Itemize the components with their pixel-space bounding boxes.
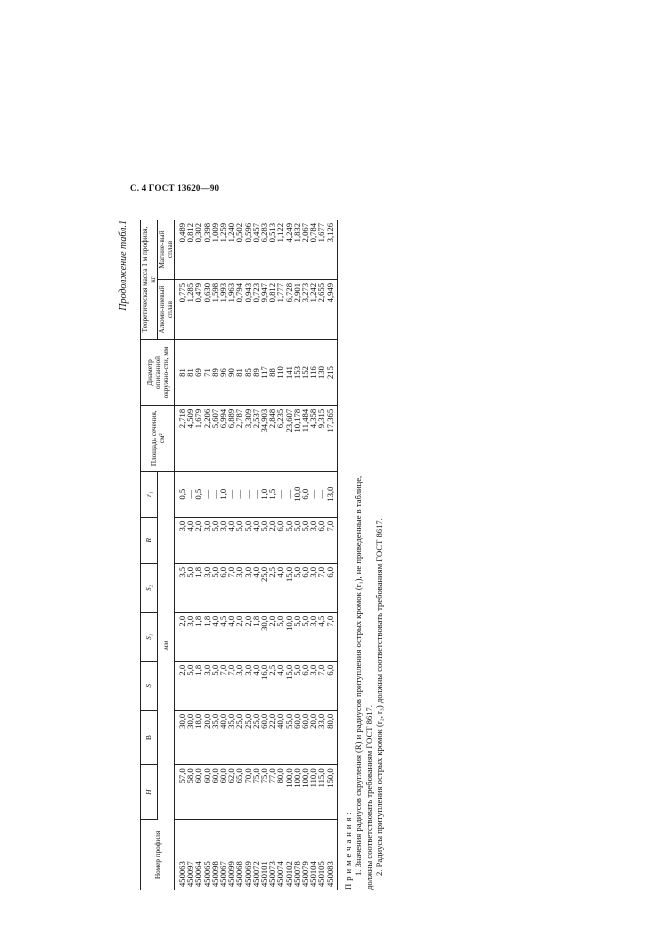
cell-d: 81 bbox=[175, 340, 187, 406]
cell-B: 25,0 bbox=[252, 710, 260, 765]
table-row bbox=[301, 220, 309, 890]
cell-S1: 2,0 bbox=[268, 612, 276, 661]
cell-B: 25,0 bbox=[235, 710, 243, 765]
cell-S: 4,0 bbox=[276, 661, 284, 710]
cell-R: 3,0 bbox=[219, 517, 227, 563]
cell-area: 34,903 bbox=[260, 405, 268, 471]
cell-R: 4,0 bbox=[252, 517, 260, 563]
cell-al: 4,949 bbox=[326, 280, 338, 340]
cell-mg: 0,502 bbox=[235, 220, 243, 280]
header-mass-al: Алюми-ниевый сплав bbox=[158, 280, 175, 340]
cell-al: 1,598 bbox=[211, 280, 219, 340]
cell-al: 9,947 bbox=[260, 280, 268, 340]
cell-area: 2,787 bbox=[235, 405, 243, 471]
cell-S1: 1,8 bbox=[203, 612, 211, 661]
table-row bbox=[219, 220, 227, 890]
table-row bbox=[326, 220, 338, 890]
table-row bbox=[244, 220, 252, 890]
cell-S: 2,5 bbox=[268, 661, 276, 710]
table-row bbox=[268, 220, 276, 890]
cell-al: 0,943 bbox=[244, 280, 252, 340]
cell-n: 450065 bbox=[201, 861, 212, 887]
continuation-label: Продолжение табл.1 bbox=[118, 220, 129, 311]
cell-area: 2,206 bbox=[203, 405, 211, 471]
note-1-continued: должны соответствовать требованиям ГОСТ 8617. bbox=[363, 705, 374, 890]
cell-d: 88 bbox=[268, 340, 276, 406]
cell-B: 60,0 bbox=[260, 710, 268, 765]
cell-B: 55,0 bbox=[285, 710, 293, 765]
table-row bbox=[260, 220, 268, 890]
cell-S1: 3,0 bbox=[309, 612, 317, 661]
cell-n: 450069 bbox=[242, 861, 253, 887]
cell-S2: 7,0 bbox=[227, 563, 235, 612]
cell-S1: 4,0 bbox=[227, 612, 235, 661]
table-row bbox=[252, 220, 260, 890]
cell-B: 30,0 bbox=[175, 710, 187, 765]
cell-B: 80,0 bbox=[326, 710, 338, 765]
cell-n: 450097 bbox=[185, 861, 196, 887]
cell-S1: 2,0 bbox=[175, 612, 187, 661]
cell-R: 4,0 bbox=[186, 517, 194, 563]
cell-mg: 0,513 bbox=[268, 220, 276, 280]
cell-n: 450067 bbox=[218, 861, 229, 887]
cell-mg: 0,812 bbox=[186, 220, 194, 280]
cell-area: 11,484 bbox=[301, 405, 309, 471]
cell-S1: 30,0 bbox=[260, 612, 268, 661]
cell-n: 450072 bbox=[250, 861, 261, 887]
cell-area: 3,309 bbox=[244, 405, 252, 471]
cell-S1: 4,5 bbox=[219, 612, 227, 661]
header-mass-mg: Магние-вый сплав bbox=[158, 220, 175, 280]
cell-B: 18,0 bbox=[194, 710, 202, 765]
table-row bbox=[235, 220, 243, 890]
cell-S2: 25,0 bbox=[260, 563, 268, 612]
cell-n: 450098 bbox=[209, 861, 220, 887]
cell-mg: 3,126 bbox=[326, 220, 338, 280]
cell-R: 3,0 bbox=[203, 517, 211, 563]
cell-area: 6,994 bbox=[219, 405, 227, 471]
header-S: S bbox=[141, 661, 158, 710]
cell-al: 2,655 bbox=[317, 280, 325, 340]
cell-area: 6,889 bbox=[227, 405, 235, 471]
cell-S: 3,0 bbox=[309, 661, 317, 710]
cell-H: 75,0 bbox=[252, 765, 260, 820]
cell-B: 35,0 bbox=[227, 710, 235, 765]
cell-d: 90 bbox=[227, 340, 235, 406]
cell-mg: 1,832 bbox=[293, 220, 301, 280]
cell-al: 2,901 bbox=[293, 280, 301, 340]
cell-r1: 0,5 bbox=[175, 471, 187, 517]
cell-S1: 10,0 bbox=[285, 612, 293, 661]
cell-S: 7,0 bbox=[317, 661, 325, 710]
cell-al: 0,812 bbox=[268, 280, 276, 340]
cell-n: 450079 bbox=[300, 861, 311, 887]
cell-S1: 1,8 bbox=[252, 612, 260, 661]
header-S1: S₁ bbox=[141, 612, 158, 661]
cell-S2: 6,0 bbox=[326, 563, 338, 612]
cell-H: 150,0 bbox=[326, 765, 338, 820]
cell-area: 17,365 bbox=[326, 405, 338, 471]
header-diameter: Диаметр описанной окружно-сти, мм bbox=[141, 340, 175, 406]
cell-mg: 1,240 bbox=[227, 220, 235, 280]
cell-S: 2,0 bbox=[175, 661, 187, 710]
cell-d: 117 bbox=[260, 340, 268, 406]
cell-area: 6,235 bbox=[276, 405, 284, 471]
notes-title: Примечания: bbox=[342, 809, 353, 890]
cell-H: 60,0 bbox=[219, 765, 227, 820]
cell-d: 69 bbox=[194, 340, 202, 406]
cell-n: 450064 bbox=[193, 861, 204, 887]
cell-S1: 1,8 bbox=[194, 612, 202, 661]
cell-al: 1,242 bbox=[309, 280, 317, 340]
cell-H: 60,0 bbox=[211, 765, 219, 820]
table-row bbox=[293, 220, 301, 890]
cell-S: 6,0 bbox=[301, 661, 309, 710]
cell-mg: 1,677 bbox=[317, 220, 325, 280]
cell-B: 60,0 bbox=[301, 710, 309, 765]
cell-B: 33,0 bbox=[317, 710, 325, 765]
cell-d: 96 bbox=[219, 340, 227, 406]
cell-mg: 1,122 bbox=[276, 220, 284, 280]
cell-S2: 6,0 bbox=[219, 563, 227, 612]
cell-al: 0,630 bbox=[203, 280, 211, 340]
cell-r1: 1,5 bbox=[268, 471, 276, 517]
cell-al: 0,775 bbox=[175, 280, 187, 340]
cell-R: 6,0 bbox=[317, 517, 325, 563]
cell-S1: 5,0 bbox=[276, 612, 284, 661]
cell-r1: — bbox=[227, 471, 235, 517]
cell-mg: 0,457 bbox=[252, 220, 260, 280]
cell-al: 1,777 bbox=[276, 280, 284, 340]
cell-d: 89 bbox=[211, 340, 219, 406]
cell-d: 153 bbox=[293, 340, 301, 406]
cell-R: 6,0 bbox=[276, 517, 284, 563]
cell-area: 1,679 bbox=[194, 405, 202, 471]
header-area: Площадь сечения, см² bbox=[141, 405, 175, 471]
cell-n: 450083 bbox=[326, 819, 338, 890]
cell-area: 9,315 bbox=[317, 405, 325, 471]
cell-H: 77,0 bbox=[268, 765, 276, 820]
cell-r1: — bbox=[309, 471, 317, 517]
cell-H: 100,0 bbox=[285, 765, 293, 820]
cell-d: 85 bbox=[244, 340, 252, 406]
cell-S2: 5,0 bbox=[186, 563, 194, 612]
cell-H: 110,0 bbox=[309, 765, 317, 820]
cell-S2: 7,0 bbox=[317, 563, 325, 612]
cell-r1: 6,0 bbox=[301, 471, 309, 517]
cell-S1: 2,0 bbox=[244, 612, 252, 661]
cell-d: 116 bbox=[309, 340, 317, 406]
cell-area: 4,358 bbox=[309, 405, 317, 471]
cell-H: 58,0 bbox=[186, 765, 194, 820]
cell-S: 3,0 bbox=[203, 661, 211, 710]
cell-S1: 4,0 bbox=[211, 612, 219, 661]
cell-d: 89 bbox=[252, 340, 260, 406]
cell-R: 5,0 bbox=[211, 517, 219, 563]
cell-n: 450068 bbox=[234, 861, 245, 887]
cell-S: 16,0 bbox=[260, 661, 268, 710]
cell-S: 3,0 bbox=[244, 661, 252, 710]
cell-S2: 3,5 bbox=[175, 563, 187, 612]
header-number: Номер профиля bbox=[141, 819, 175, 890]
cell-al: 1,285 bbox=[186, 280, 194, 340]
cell-r1: — bbox=[211, 471, 219, 517]
cell-H: 100,0 bbox=[293, 765, 301, 820]
cell-d: 130 bbox=[317, 340, 325, 406]
cell-R: 5,0 bbox=[285, 517, 293, 563]
cell-S1: 3,0 bbox=[186, 612, 194, 661]
rotated-table-block bbox=[118, 220, 480, 890]
cell-R: 5,0 bbox=[235, 517, 243, 563]
header-H: H bbox=[141, 765, 158, 820]
cell-H: 100,0 bbox=[301, 765, 309, 820]
cell-S1: 5,0 bbox=[293, 612, 301, 661]
cell-mg: 0,302 bbox=[194, 220, 202, 280]
cell-B: 30,0 bbox=[186, 710, 194, 765]
header-units: мм bbox=[158, 471, 175, 819]
page-header: С. 4 ГОСТ 13620—90 bbox=[130, 183, 220, 193]
cell-B: 60,0 bbox=[293, 710, 301, 765]
cell-B: 20,0 bbox=[309, 710, 317, 765]
cell-S: 7,0 bbox=[219, 661, 227, 710]
cell-S2: 4,0 bbox=[252, 563, 260, 612]
cell-d: 215 bbox=[326, 340, 338, 406]
cell-r1: 1,0 bbox=[260, 471, 268, 517]
cell-R: 4,0 bbox=[227, 517, 235, 563]
cell-area: 5,607 bbox=[211, 405, 219, 471]
cell-d: 152 bbox=[301, 340, 309, 406]
cell-H: 80,0 bbox=[276, 765, 284, 820]
cell-B: 35,0 bbox=[211, 710, 219, 765]
cell-r1: 10,0 bbox=[293, 471, 301, 517]
cell-r1: — bbox=[235, 471, 243, 517]
cell-H: 75,0 bbox=[260, 765, 268, 820]
cell-r1: 13,0 bbox=[326, 471, 338, 517]
cell-S: 1,8 bbox=[194, 661, 202, 710]
cell-al: 0,723 bbox=[252, 280, 260, 340]
cell-R: 3,0 bbox=[309, 517, 317, 563]
cell-r1: — bbox=[317, 471, 325, 517]
cell-S2: 6,0 bbox=[301, 563, 309, 612]
table-row bbox=[211, 220, 219, 890]
cell-S: 6,0 bbox=[326, 661, 338, 710]
cell-n: 450063 bbox=[177, 861, 187, 887]
cell-mg: 2,067 bbox=[301, 220, 309, 280]
cell-n: 450073 bbox=[267, 861, 278, 887]
table-row bbox=[194, 220, 202, 890]
cell-S2: 3,0 bbox=[203, 563, 211, 612]
cell-S: 3,0 bbox=[235, 661, 243, 710]
cell-S: 5,0 bbox=[293, 661, 301, 710]
table-row bbox=[309, 220, 317, 890]
cell-d: 110 bbox=[276, 340, 284, 406]
cell-area: 2,848 bbox=[268, 405, 276, 471]
cell-mg: 0,784 bbox=[309, 220, 317, 280]
cell-mg: 0,596 bbox=[244, 220, 252, 280]
cell-r1: 0,5 bbox=[194, 471, 202, 517]
table-row bbox=[186, 220, 194, 890]
cell-S2: 15,0 bbox=[285, 563, 293, 612]
cell-n: 450101 bbox=[259, 861, 270, 887]
cell-S: 4,0 bbox=[252, 661, 260, 710]
cell-R: 2,0 bbox=[268, 517, 276, 563]
cell-r1: — bbox=[252, 471, 260, 517]
cell-n: 450105 bbox=[316, 861, 327, 887]
cell-area: 4,509 bbox=[186, 405, 194, 471]
cell-area: 2,537 bbox=[252, 405, 260, 471]
cell-S1: 7,0 bbox=[326, 612, 338, 661]
cell-d: 71 bbox=[203, 340, 211, 406]
cell-al: 0,794 bbox=[235, 280, 243, 340]
cell-S1: 2,0 bbox=[235, 612, 243, 661]
cell-n: 450102 bbox=[283, 861, 294, 887]
cell-mg: 6,283 bbox=[260, 220, 268, 280]
cell-H: 60,0 bbox=[194, 765, 202, 820]
cell-S1: 4,5 bbox=[317, 612, 325, 661]
cell-S2: 3,0 bbox=[309, 563, 317, 612]
cell-R: 3,0 bbox=[175, 517, 187, 563]
cell-S2: 5,0 bbox=[211, 563, 219, 612]
table-row bbox=[227, 220, 235, 890]
cell-B: 20,0 bbox=[203, 710, 211, 765]
header-S2: S₂ bbox=[141, 563, 158, 612]
cell-al: 1,993 bbox=[219, 280, 227, 340]
cell-H: 62,0 bbox=[227, 765, 235, 820]
cell-R: 7,0 bbox=[326, 517, 338, 563]
cell-S2: 1,8 bbox=[194, 563, 202, 612]
cell-al: 3,273 bbox=[301, 280, 309, 340]
cell-B: 40,0 bbox=[219, 710, 227, 765]
cell-B: 22,0 bbox=[268, 710, 276, 765]
cell-r1: — bbox=[203, 471, 211, 517]
cell-S: 5,0 bbox=[211, 661, 219, 710]
cell-r1: — bbox=[186, 471, 194, 517]
cell-d: 81 bbox=[186, 340, 194, 406]
cell-H: 65,0 bbox=[235, 765, 243, 820]
table-row bbox=[285, 220, 293, 890]
header-B: B bbox=[141, 710, 158, 765]
cell-H: 57,0 bbox=[175, 765, 187, 820]
table-body bbox=[175, 220, 338, 890]
cell-area: 2,718 bbox=[175, 405, 187, 471]
cell-r1: — bbox=[285, 471, 293, 517]
cell-al: 1,963 bbox=[227, 280, 235, 340]
profile-table bbox=[140, 220, 338, 890]
cell-d: 141 bbox=[285, 340, 293, 406]
cell-B: 40,0 bbox=[276, 710, 284, 765]
cell-al: 6,728 bbox=[285, 280, 293, 340]
cell-S: 15,0 bbox=[285, 661, 293, 710]
cell-H: 115,0 bbox=[317, 765, 325, 820]
header-R: R bbox=[141, 517, 158, 563]
note-1: 1. Значения радиусов скругления (R) и радиусов притупления острых кромок (r₁), не приведенные в таблице, bbox=[353, 475, 364, 876]
cell-al: 0,479 bbox=[194, 280, 202, 340]
header-mass-group: Теоретическая масса 1 м профиля, кг bbox=[141, 220, 158, 340]
cell-S2: 5,0 bbox=[293, 563, 301, 612]
table-row bbox=[317, 220, 325, 890]
cell-r1: — bbox=[244, 471, 252, 517]
cell-mg: 0,489 bbox=[175, 220, 187, 280]
cell-d: 81 bbox=[235, 340, 243, 406]
cell-mg: 0,398 bbox=[203, 220, 211, 280]
header-r1: r₁ bbox=[141, 471, 158, 517]
cell-B: 25,0 bbox=[244, 710, 252, 765]
cell-H: 60,0 bbox=[203, 765, 211, 820]
notes bbox=[343, 220, 385, 890]
cell-area: 23,607 bbox=[285, 405, 293, 471]
cell-n: 450078 bbox=[291, 861, 302, 887]
note-2: 2. Радиусы притупления острых кромок (r₂, r₃) должны соответствовать требованиям ГОСТ 8617. bbox=[374, 518, 385, 876]
cell-S2: 3,0 bbox=[244, 563, 252, 612]
cell-R: 2,0 bbox=[194, 517, 202, 563]
cell-n: 450099 bbox=[226, 861, 237, 887]
cell-S2: 4,0 bbox=[276, 563, 284, 612]
cell-r1: 1,0 bbox=[219, 471, 227, 517]
table-row bbox=[276, 220, 284, 890]
cell-S: 5,0 bbox=[186, 661, 194, 710]
cell-mg: 1,259 bbox=[219, 220, 227, 280]
table-row bbox=[203, 220, 211, 890]
cell-n: 450104 bbox=[308, 861, 319, 887]
table-row bbox=[175, 220, 187, 890]
cell-R: 5,0 bbox=[301, 517, 309, 563]
cell-S2: 3,0 bbox=[235, 563, 243, 612]
cell-S2: 2,5 bbox=[268, 563, 276, 612]
cell-H: 70,0 bbox=[244, 765, 252, 820]
cell-mg: 1,009 bbox=[211, 220, 219, 280]
cell-r1: — bbox=[276, 471, 284, 517]
cell-R: 5,0 bbox=[293, 517, 301, 563]
cell-area: 10,178 bbox=[293, 405, 301, 471]
cell-R: 5,0 bbox=[260, 517, 268, 563]
cell-mg: 4,249 bbox=[285, 220, 293, 280]
cell-S1: 5,0 bbox=[301, 612, 309, 661]
cell-n: 450074 bbox=[275, 861, 286, 887]
cell-S: 7,0 bbox=[227, 661, 235, 710]
cell-R: 5,0 bbox=[244, 517, 252, 563]
